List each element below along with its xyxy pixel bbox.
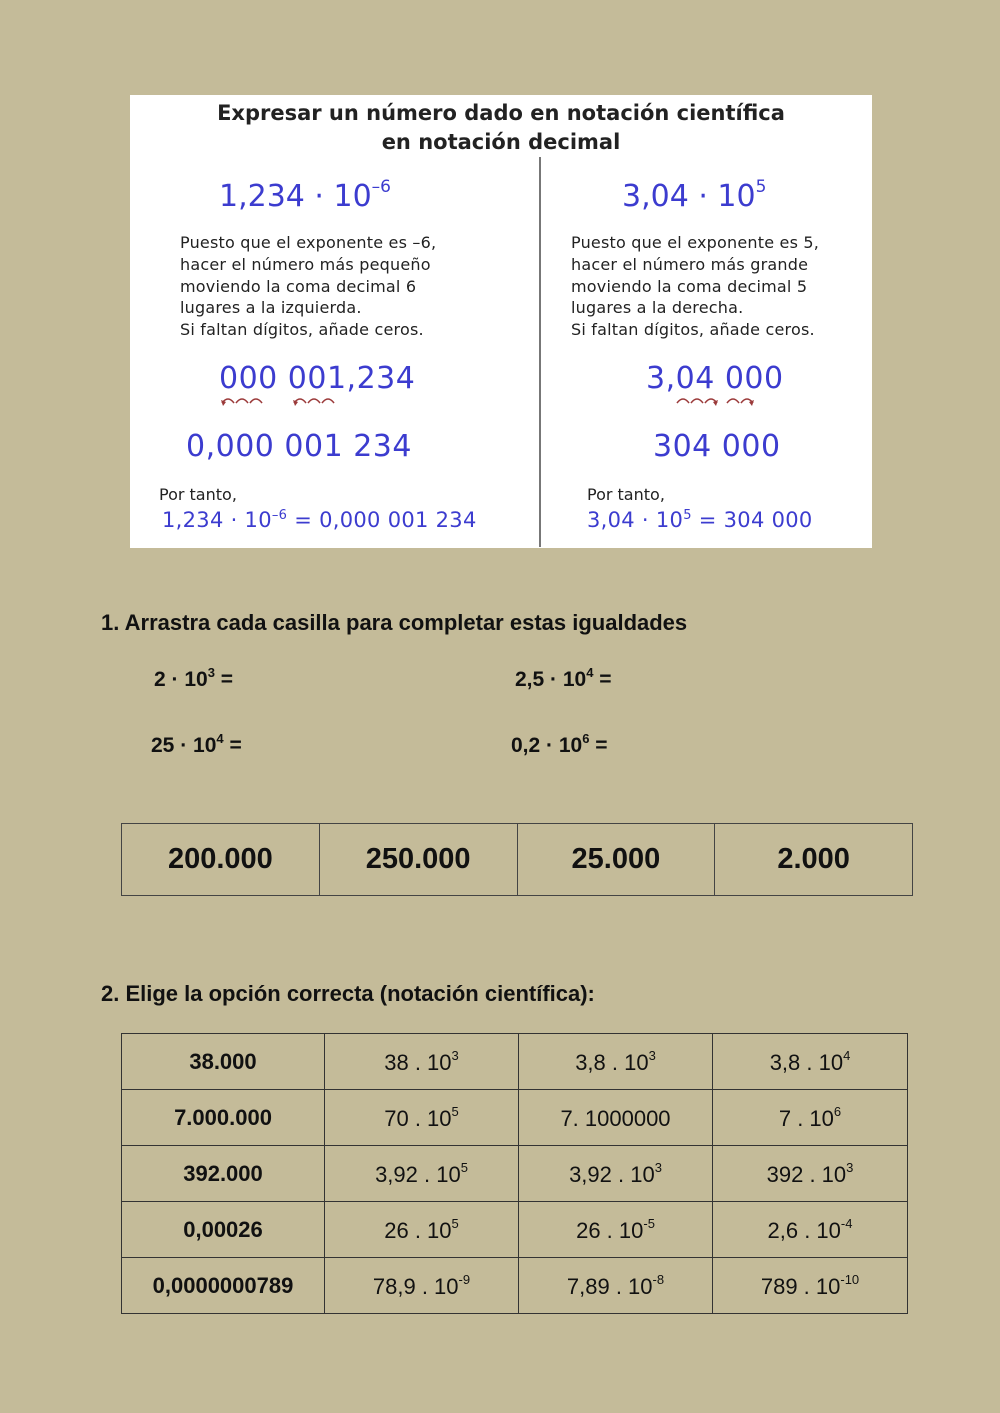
card-title-line1: Expresar un número dado en notación científica bbox=[217, 101, 785, 125]
left-moved-number: 000 001,234 bbox=[219, 361, 416, 396]
option-cell[interactable]: 3,92 . $10^5$ bbox=[325, 1146, 519, 1202]
option-cell[interactable]: 70 . $10^5$ bbox=[325, 1090, 519, 1146]
equation-3: $25 \cdot 10^4$ = bbox=[151, 731, 242, 757]
right-conclusion-label: Por tanto, bbox=[587, 485, 665, 504]
option-cell[interactable]: 7 . $10^6$ bbox=[713, 1090, 908, 1146]
option-cell[interactable]: 26 . $10^5$ bbox=[325, 1202, 519, 1258]
option-cell[interactable]: 38 . $10^3$ bbox=[325, 1034, 519, 1090]
draggable-tiles-row bbox=[121, 823, 913, 896]
table-row bbox=[122, 1090, 908, 1146]
equation-4: $0,2 \cdot 10^6$ = bbox=[511, 731, 608, 757]
right-example bbox=[541, 95, 872, 548]
draggable-tile[interactable]: 250.000 bbox=[320, 824, 518, 895]
left-conclusion-label: Por tanto, bbox=[159, 485, 237, 504]
exercise2-heading: 2. Elige la opción correcta (notación científica): bbox=[101, 981, 595, 1006]
left-decimal-result: 0,000 001 234 bbox=[186, 429, 412, 464]
option-cell[interactable]: 78,9 . $10^{-9}$ bbox=[325, 1258, 519, 1314]
table-row bbox=[122, 1202, 908, 1258]
number-cell: 7.000.000 bbox=[122, 1090, 325, 1146]
right-conclusion: $3,04 \cdot 10^5 = 304$ 000 bbox=[587, 508, 813, 532]
option-cell[interactable]: 2,6 . $10^{-4}$ bbox=[713, 1202, 908, 1258]
draggable-tile[interactable]: 2.000 bbox=[777, 843, 850, 875]
number-cell: 38.000 bbox=[122, 1034, 325, 1090]
left-example bbox=[130, 95, 538, 548]
option-cell[interactable]: 26 . $10^{-5}$ bbox=[519, 1202, 713, 1258]
draggable-tile[interactable]: 200.000 bbox=[122, 824, 320, 895]
equation-1: $2 \cdot 10^3$ = bbox=[154, 665, 234, 691]
right-scientific-expression: $3,04 \cdot 10^5$ bbox=[622, 177, 767, 214]
left-conclusion: $1,234 \cdot 10^{-6} = 0,000$ 001 234 bbox=[162, 508, 477, 532]
option-cell[interactable]: 789 . $10^{-10}$ bbox=[713, 1258, 908, 1314]
left-explanation: Puesto que el exponente es –6, hacer el número más pequeño moviendo la coma decimal 6 lugares a la izquierda. Si faltan dígitos, añade ceros. bbox=[180, 233, 437, 340]
card-title-line2: en notación decimal bbox=[381, 130, 621, 154]
equation-2: $2,5 \cdot 10^4$ = bbox=[515, 665, 612, 691]
table-row bbox=[122, 1258, 908, 1314]
table-row bbox=[122, 1146, 908, 1202]
right-decimal-result: 304 000 bbox=[653, 429, 781, 464]
table-row bbox=[122, 1034, 908, 1090]
option-cell[interactable]: 3,8 . $10^3$ bbox=[519, 1034, 713, 1090]
number-cell: 392.000 bbox=[122, 1146, 325, 1202]
option-cell[interactable]: 7. 1000000 bbox=[519, 1090, 713, 1146]
right-explanation: Puesto que el exponente es 5, hacer el número más grande moviendo la coma decimal 5 lugares a la derecha. Si faltan dígitos, añade ceros. bbox=[571, 233, 820, 340]
left-scientific-expression: $1,234 \cdot 10^{-6}$ bbox=[219, 177, 391, 214]
option-cell[interactable]: 3,8 . $10^4$ bbox=[713, 1034, 908, 1090]
option-cell[interactable]: 7,89 . $10^{-8}$ bbox=[519, 1258, 713, 1314]
explanation-card bbox=[130, 95, 872, 548]
number-cell: 0,00026 bbox=[122, 1202, 325, 1258]
options-table bbox=[121, 1033, 908, 1314]
left-move-arrows-icon bbox=[220, 391, 360, 409]
option-cell[interactable]: 392 . $10^3$ bbox=[713, 1146, 908, 1202]
exercise1-heading: 1. Arrastra cada casilla para completar estas igualdades bbox=[101, 610, 688, 635]
draggable-tile[interactable]: 25.000 bbox=[518, 824, 716, 895]
right-moved-number: 3,04 000 bbox=[646, 361, 784, 396]
right-move-arrows-icon bbox=[675, 391, 795, 409]
option-cell[interactable]: 3,92 . $10^3$ bbox=[519, 1146, 713, 1202]
number-cell: 0,0000000789 bbox=[122, 1258, 325, 1314]
